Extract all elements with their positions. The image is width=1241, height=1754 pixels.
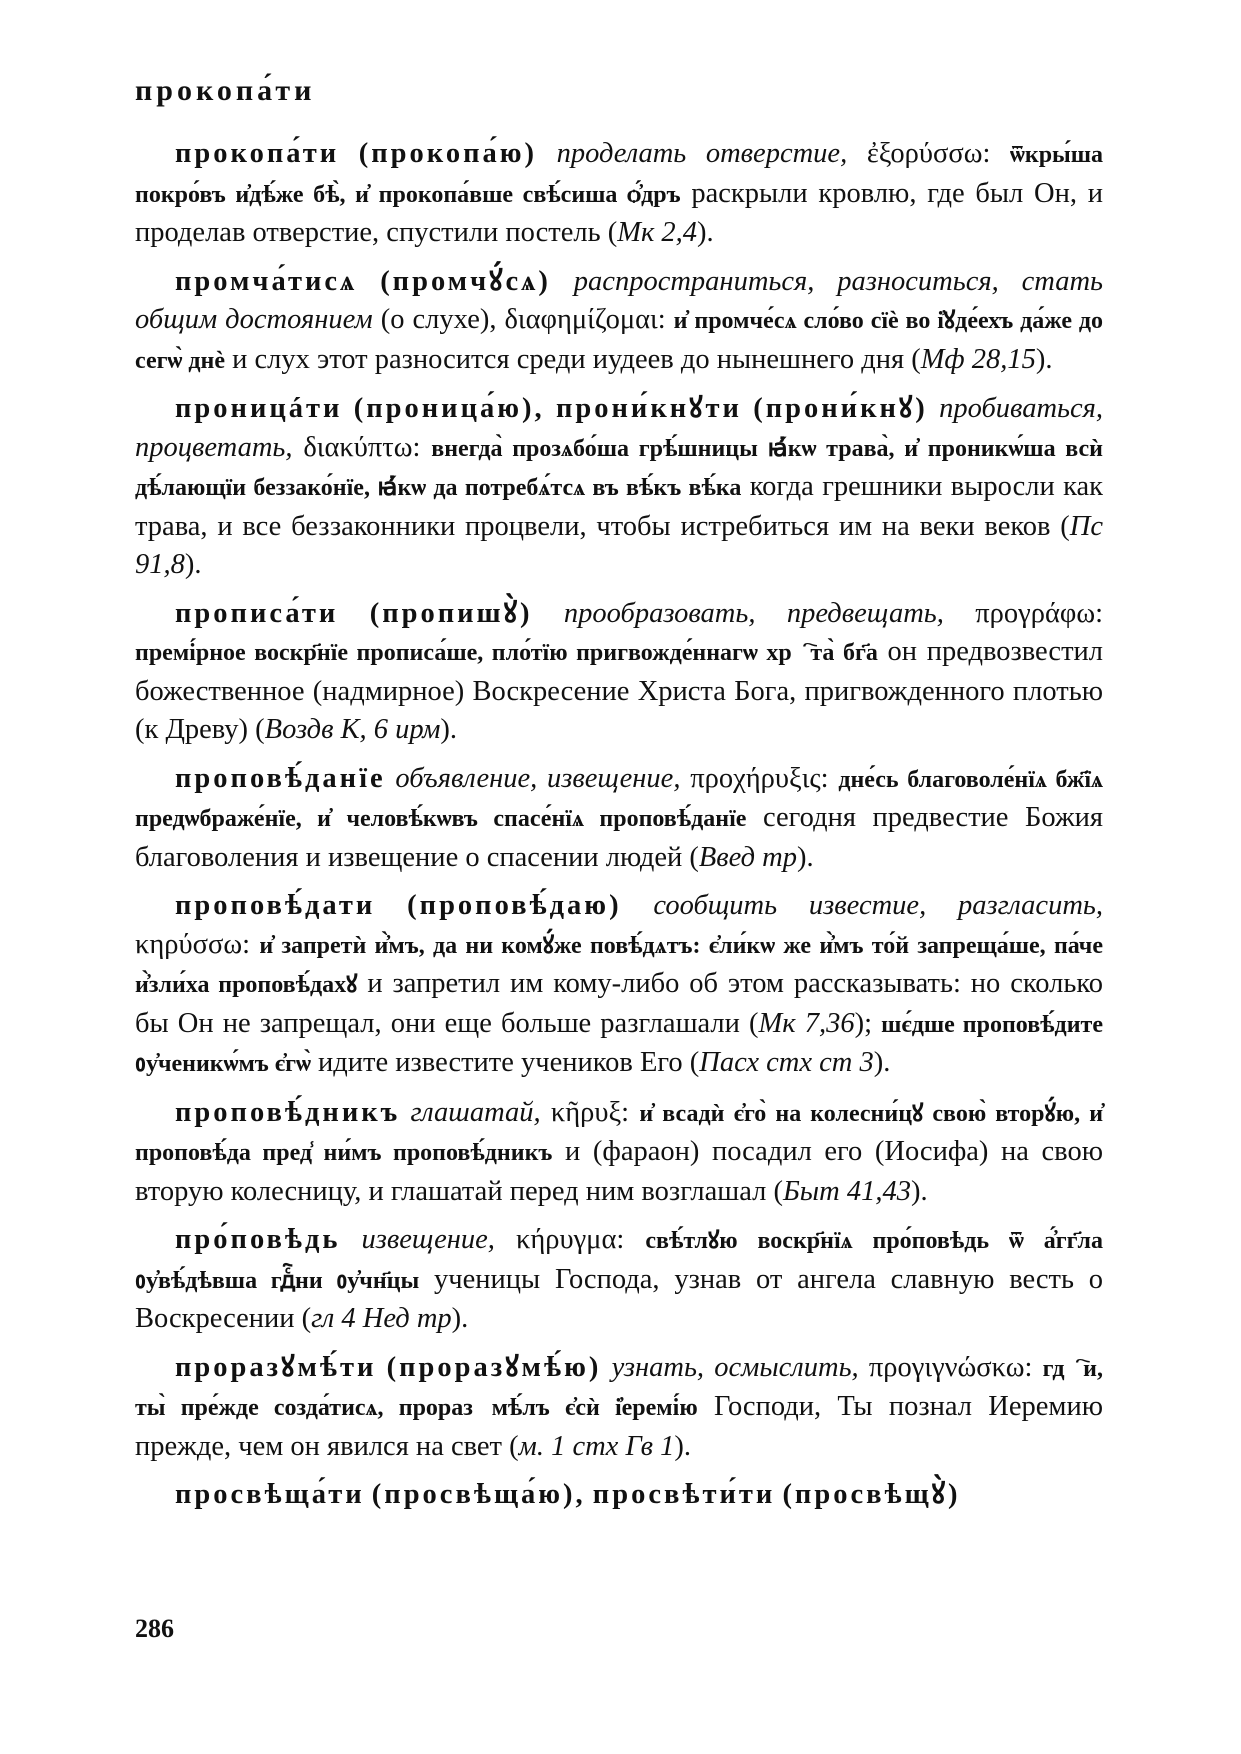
headword: проницáти — [175, 393, 343, 424]
translation: раскрыли кровлю, где был Он, и проделав отверстие, спустили постель ( — [135, 177, 1103, 248]
gloss: сообщить известие, разгласить, — [653, 890, 1103, 921]
church-slavonic-citation: ѿкры́ша покро́въ и҆дѣ́же бѣ̀, и҆ прокопа́вше свѣ́сиша ѻ҆́дръ — [135, 142, 1104, 208]
greek-equivalent: προγράφω: — [975, 597, 1104, 629]
source-reference: гл 4 Нед тр — [311, 1303, 452, 1334]
entries-column — [135, 135, 1103, 1525]
entry-prosveshchati — [135, 1476, 1103, 1515]
gloss: объявление, извещение, — [395, 762, 681, 794]
translation: и слух этот разносится среди иудеев до нынешнего дня ( — [232, 343, 921, 375]
headword: проповѣ́дникъ — [175, 1096, 401, 1128]
source-reference: Мф 28,15 — [920, 343, 1036, 375]
church-slavonic-citation: и҆ промче́сѧ сло́во сїѐ во і҆ꙋде́ехъ да́же до сегѡ̀ днѐ — [135, 308, 1104, 374]
headword-variant: прони́кнꙋти — [555, 393, 742, 424]
headword: промча́тисѧ — [175, 265, 358, 297]
headword-variant-forms: (просвѣщꙋ̀) — [782, 1479, 961, 1510]
headword-forms: (промчꙋ́сѧ) — [380, 265, 551, 297]
headword: прописа́ти — [175, 597, 339, 629]
headword-forms: (пропишꙋ̀) — [369, 597, 533, 629]
source-reference: Мк 2,4 — [617, 217, 698, 248]
headword: просвѣща́ти — [175, 1479, 365, 1510]
translation: он предвозвестил божественное (надмирное) Воскресение Христа Бога, пригвожденного плотью (к Древу) ( — [135, 636, 1103, 745]
source-reference: Мк 7,36 — [758, 1007, 855, 1039]
headword-variant-forms: (прони́кнꙋ) — [753, 393, 928, 424]
headword-forms: (прокопа́ю) — [358, 138, 538, 169]
translation: ученицы Господа, узнав от ангела славную весть о Воскресении ( — [135, 1263, 1104, 1334]
entry-propoved — [135, 1221, 1103, 1339]
gloss: извещение, — [361, 1224, 495, 1255]
headword-variant: просвѣти́ти — [592, 1479, 776, 1510]
punctuation: ); — [854, 1007, 882, 1039]
headword-forms: (проразꙋмѣ́ю) — [386, 1351, 602, 1383]
church-slavonic-citation: внегда̀ прозѧбо́ша грѣ́шницы ꙗ҆́кѡ трава̀, и҆ проникѡ́ша всѝ дѣ́лающїи беззако́нїе, ꙗ҆́кѡ да потребѧ́тсѧ въ вѣ́къ вѣ́ка — [135, 435, 1104, 501]
church-slavonic-citation: и҆ всадѝ є҆го̀ на колесни́цꙋ свою̀ вторꙋ́ю, и҆ проповѣ́да пред̾ ни́мъ проповѣ́дникъ — [135, 1100, 1104, 1166]
church-slavonic-citation: дне́сь благоволе́нїѧ бж҃їѧ предѡбраже́нїе, и҆ человѣ́кѡвъ спасе́нїѧ проповѣ́данїе — [135, 766, 1103, 832]
source-reference: Воздв К, 6 ирм — [264, 714, 441, 745]
greek-equivalent: ἐξορύσσω: — [866, 138, 991, 169]
punctuation: ). — [440, 714, 458, 745]
headword-forms: (проница́ю), — [353, 393, 545, 424]
gloss: глашатай, — [410, 1096, 541, 1128]
gloss: пробиваться, процветать, — [135, 393, 1104, 463]
entry-prorazumeti — [135, 1349, 1103, 1467]
church-slavonic-citation: гдⷭ҇и, ты̀ пре́жде созда́тисѧ, проразꙋмѣ́лъ є҆сѝ і҆еремі́ю — [135, 1355, 1103, 1421]
church-slavonic-citation: и҆ запретѝ и҆̀мъ, да ни комꙋ́же повѣ́дѧтъ: є҆ли́кѡ же и҆̀мъ то́й запреща́ше, па́че и҆̀зли́ха проповѣ́дахꙋ — [135, 932, 1103, 998]
headword-forms: (проповѣ́даю) — [407, 890, 622, 921]
greek-equivalent: κῆρυξ: — [550, 1096, 630, 1128]
headword: проповѣ́дати — [175, 890, 376, 921]
greek-equivalent: διαφημίζομαι: — [504, 304, 666, 335]
greek-equivalent: διακύπτω: — [303, 431, 421, 463]
headword-forms: (просвѣща́ю), — [371, 1479, 586, 1510]
punctuation: ). — [910, 1175, 928, 1207]
greek-equivalent: προχήρυξις: — [690, 762, 829, 794]
entry-prokopati — [135, 135, 1103, 253]
punctuation: ). — [184, 549, 202, 580]
source-reference: Пс 91,8 — [135, 510, 1103, 580]
translation: и запретил им кому-либо об этом рассказывать: но сколько бы Он не запрещал, они еще больше разглашали ( — [135, 968, 1104, 1039]
entry-pronitsati — [135, 390, 1103, 585]
entry-propisati — [135, 595, 1103, 750]
headword: про́повѣдь — [175, 1224, 341, 1255]
entry-promchatisya — [135, 263, 1103, 381]
gloss: прообразовать, предвещать, — [563, 597, 944, 629]
translation: и (фараон) посадил его (Иосифа) на свою вторую колесницу, и глашатай перед ним возглашал ( — [135, 1136, 1103, 1207]
greek-equivalent: κήρυγμα: — [515, 1224, 625, 1255]
gloss: распространиться, разноситься, стать общим достоянием — [135, 265, 1104, 335]
running-head: прокопа́ти — [135, 74, 316, 107]
translation-2: идите известите учеников Его ( — [318, 1047, 700, 1078]
church-slavonic-citation-2: шє́дше проповѣ́дите ᲂу҆ченикѡ́мъ є҆гѡ̀ — [135, 1011, 1103, 1077]
entry-propovedati — [135, 887, 1103, 1084]
translation: Господи, Ты познал Иеремию прежде, чем он явился на свет ( — [135, 1391, 1104, 1462]
entry-propovedanie — [135, 760, 1103, 878]
punctuation: ). — [1035, 343, 1053, 375]
punctuation: ). — [797, 841, 814, 873]
greek-equivalent: προγιγνώσκω: — [868, 1351, 1033, 1383]
headword: проразꙋмѣ́ти — [175, 1351, 377, 1383]
punctuation: ). — [451, 1303, 469, 1334]
page-number: 286 — [135, 1614, 174, 1643]
headword: прокопа́ти — [175, 138, 340, 169]
church-slavonic-citation: свѣ́тлꙋю воскр҃нїѧ про́повѣдь ѿ а҆́гг҃ла ᲂу҆вѣ́дѣвша гдⷭ҇ни ᲂу҆чн҃цы — [135, 1228, 1104, 1294]
source-reference-2: Пасх стх ст 3 — [699, 1047, 874, 1078]
gloss: узнать, осмыслить, — [611, 1351, 859, 1383]
entry-propovednik — [135, 1094, 1103, 1212]
church-slavonic-citation: премі́рное воскр҃нїе прописа́ше, пло́тїю пригвожде́ннагѡ хрⷭ҇та̀ бг҃а — [135, 640, 878, 666]
punctuation: ). — [674, 1430, 691, 1462]
translation: когда грешники выросли как трава, и все беззаконники процвели, чтобы истребиться им на веки веков ( — [135, 471, 1104, 542]
source-reference: Введ тр — [698, 841, 797, 873]
gloss: проделать отверстие, — [556, 138, 848, 169]
punctuation: ). — [697, 217, 714, 248]
translation: сегодня предвестие Божия благоволения и извещение о спасении людей ( — [135, 802, 1103, 873]
punctuation: ). — [873, 1047, 891, 1078]
headword: проповѣ́данїе — [175, 762, 386, 794]
greek-equivalent: κηρύσσω: — [135, 928, 251, 960]
source-reference: м. 1 стх Гв 1 — [518, 1430, 675, 1462]
gloss-note: (о слухе), — [380, 304, 497, 335]
source-reference: Быт 41,43 — [783, 1175, 911, 1207]
